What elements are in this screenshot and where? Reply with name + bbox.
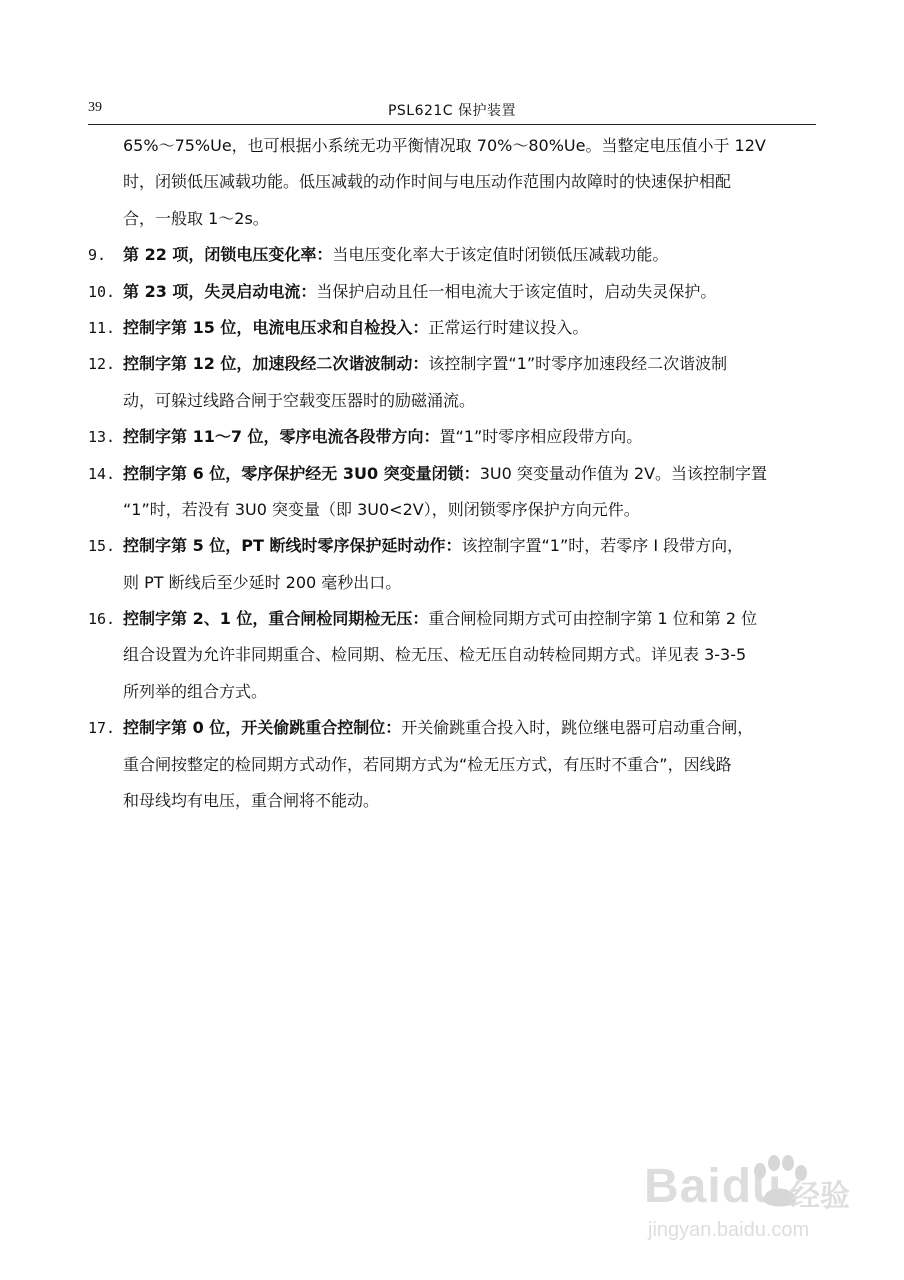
item-text: 当电压变化率大于该定值时闭锁低压减载功能。 (332, 245, 669, 265)
item-continuation-line: 重合闸按整定的检同期方式动作，若同期方式为“检无压方式，有压时不重合”，因线路 (123, 754, 732, 774)
item-number: 11. (88, 318, 116, 337)
item-continuation-line: 动，可躲过线路合闸于空载变压器时的励磁涌流。 (123, 390, 476, 410)
list-item-13 (88, 419, 816, 455)
item-number: 14. (88, 464, 116, 483)
document-body (88, 128, 816, 819)
page-number: 39 (88, 100, 102, 115)
header-title: PSL621C 保护装置 (387, 103, 517, 119)
item-continuation-line: 所列举的组合方式。 (123, 681, 268, 701)
continuation-line: 65%～75%Ue，也可根据小系统无功平衡情况取 70%～80%Ue。当整定电压值小于 12V (123, 136, 766, 155)
item-text: 3U0 突变量动作值为 2V。当该控制字置 (479, 463, 768, 483)
list-item-9 (88, 237, 816, 273)
item-number: 17. (88, 719, 116, 738)
page-header (88, 100, 816, 125)
item-title: 第 22 项，闭锁电压变化率： (123, 245, 333, 265)
list-item-11 (88, 310, 816, 346)
item-continuation-line: 组合设置为允许非同期重合、检同期、检无压、检无压自动转检同期方式。详见表 3-3-5 (123, 645, 747, 665)
item-text: 该控制字置“1”时，若零序 I 段带方向， (461, 536, 744, 556)
item-continuation-line: “1”时，若没有 3U0 突变量（即 3U0<2V），则闭锁零序保护方向元件。 (123, 499, 640, 519)
item-text: 开关偷跳重合投入时，跳位继电器可启动重合闸， (401, 718, 754, 738)
item-title: 控制字第 6 位，零序保护经无 3U0 突变量闭锁： (123, 463, 480, 483)
list-item-12 (88, 346, 816, 382)
item-title: 控制字第 11～7 位，零序电流各段带方向： (123, 427, 440, 447)
item-number: 16. (88, 610, 116, 629)
item-text: 该控制字置“1”时零序加速段经二次谐波制 (428, 354, 728, 374)
item-number: 13. (88, 428, 116, 447)
list-item-17 (88, 710, 816, 746)
item-text: 重合闸检同期方式可由控制字第 1 位和第 2 位 (428, 609, 758, 629)
item-text: 正常运行时建议投入。 (428, 317, 589, 337)
list-item-16 (88, 601, 816, 637)
item-number: 12. (88, 355, 116, 374)
item-title: 控制字第 2、1 位，重合闸检同期检无压： (123, 609, 429, 629)
item-continuation-line: 和母线均有电压，重合闸将不能动。 (123, 791, 380, 811)
item-title: 控制字第 0 位，开关偷跳重合控制位： (123, 718, 402, 738)
list-item-15 (88, 528, 816, 564)
item-text: 置“1”时零序相应段带方向。 (439, 427, 643, 447)
item-title: 第 23 项，失灵启动电流： (123, 281, 317, 301)
item-title: 控制字第 15 位，电流电压求和自检投入： (123, 317, 429, 337)
item-title: 控制字第 5 位，PT 断线时零序保护延时动作： (123, 536, 462, 556)
item-number: 9. (88, 246, 107, 265)
item-number: 15. (88, 537, 116, 556)
continuation-line: 合，一般取 1～2s。 (123, 208, 269, 228)
item-continuation-line: 则 PT 断线后至少延时 200 毫秒出口。 (123, 572, 402, 592)
item-number: 10. (88, 282, 116, 301)
list-item-10 (88, 274, 816, 310)
list-item-14 (88, 456, 816, 492)
watermark-url: jingyan.baidu.com (648, 1219, 810, 1241)
watermark-brand-cn: 经验 (790, 1179, 850, 1214)
baidu-watermark (640, 1155, 860, 1255)
continuation-line: 时，闭锁低压减载功能。低压减载的动作时间与电压动作范围内故障时的快速保护相配 (123, 172, 732, 192)
item-text: 当保护启动且任一相电流大于该定值时，启动失灵保护。 (316, 281, 717, 301)
watermark-brand: Baidu (644, 1160, 783, 1213)
item-title: 控制字第 12 位，加速段经二次谐波制动： (123, 354, 429, 374)
